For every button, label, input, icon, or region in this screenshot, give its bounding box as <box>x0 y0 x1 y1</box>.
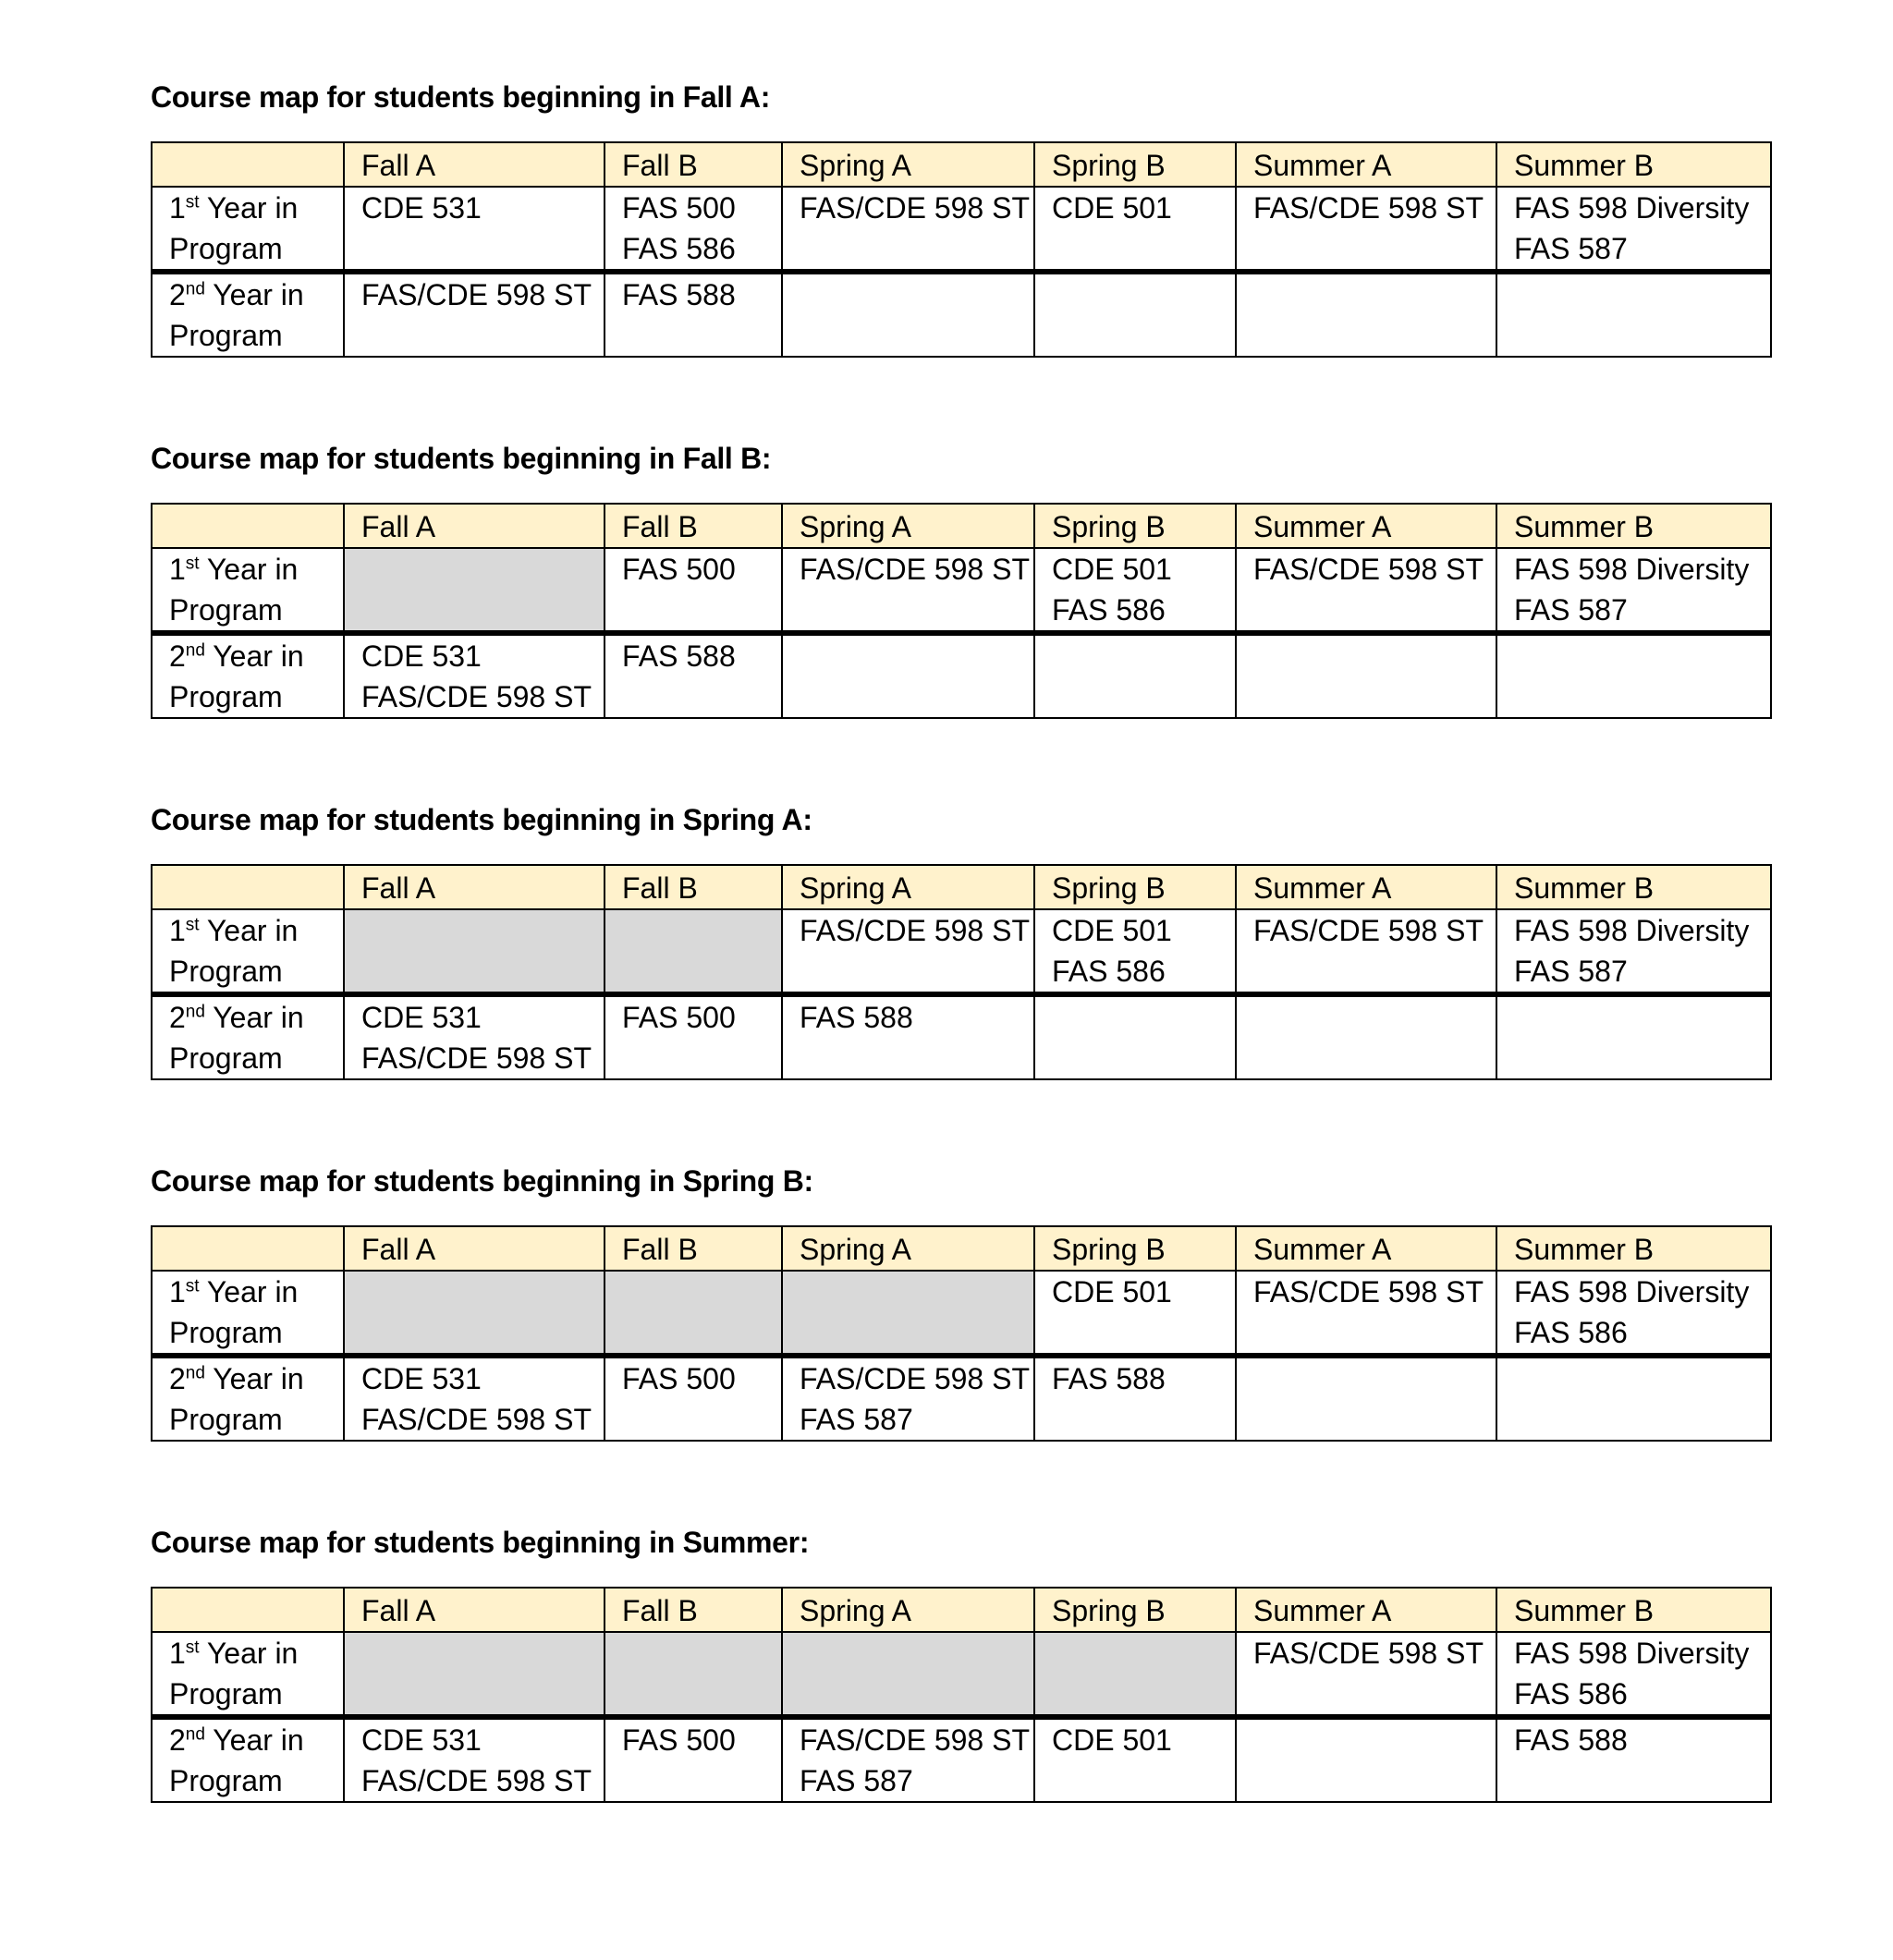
course-code: FAS 587 <box>1514 232 1628 265</box>
course-code: FAS/CDE 598 ST <box>1253 553 1484 586</box>
row-label-first-year <box>152 1632 344 1717</box>
course-cell-spring-a <box>782 909 1034 994</box>
table-row <box>152 994 1771 1079</box>
course-code: FAS/CDE 598 ST <box>361 1764 592 1797</box>
row-label-line <box>169 274 337 315</box>
header-cell-summer-b: Summer B <box>1496 1588 1771 1632</box>
course-map-section <box>151 1163 1770 1442</box>
header-cell-spring-b: Spring B <box>1034 504 1236 548</box>
course-cell-spring-b <box>1034 994 1236 1079</box>
course-code: FAS/CDE 598 ST <box>800 1362 1030 1395</box>
section-title: Course map for students beginning in Fall A: <box>151 80 771 114</box>
ordinal-number: 1 <box>169 191 186 225</box>
course-cell-spring-a <box>782 994 1034 1079</box>
header-cell-fall-a: Fall A <box>344 142 605 187</box>
course-cell-fall-a <box>344 548 605 633</box>
course-cell-spring-b <box>1034 272 1236 357</box>
course-code: FAS 588 <box>1514 1723 1628 1757</box>
table-row <box>152 1356 1771 1441</box>
row-label-line <box>169 910 337 951</box>
row-label-line: Program <box>169 1764 283 1797</box>
row-label-second-year <box>152 1717 344 1802</box>
header-cell-fall-b: Fall B <box>605 1588 782 1632</box>
course-cell-fall-b <box>605 548 782 633</box>
course-code: FAS/CDE 598 ST <box>1253 1275 1484 1309</box>
ordinal-suffix: st <box>185 915 200 935</box>
header-corner-cell <box>152 1588 344 1632</box>
row-label-text: Year in <box>199 553 299 586</box>
course-cell-summer-a <box>1236 1717 1496 1802</box>
header-cell-fall-b: Fall B <box>605 865 782 909</box>
row-label-line: Program <box>169 1677 283 1710</box>
ordinal-suffix: nd <box>185 1002 205 1022</box>
row-label-line: Program <box>169 680 283 713</box>
course-code: FAS 588 <box>622 278 736 311</box>
table-row <box>152 1717 1771 1802</box>
course-code: FAS 598 Diversity <box>1514 553 1750 586</box>
header-cell-spring-a: Spring A <box>782 865 1034 909</box>
course-cell-spring-b <box>1034 1632 1236 1717</box>
header-cell-summer-b: Summer B <box>1496 865 1771 909</box>
course-code: FAS/CDE 598 ST <box>361 1041 592 1075</box>
header-cell-spring-a: Spring A <box>782 142 1034 187</box>
course-code: FAS 586 <box>622 232 736 265</box>
course-cell-summer-b <box>1496 548 1771 633</box>
row-label-first-year <box>152 187 344 272</box>
row-label-text: Year in <box>199 191 299 225</box>
course-code: CDE 501 <box>1052 553 1172 586</box>
row-label-line <box>169 997 337 1038</box>
header-corner-cell <box>152 1226 344 1271</box>
header-cell-fall-b: Fall B <box>605 504 782 548</box>
row-label-text: Year in <box>204 1362 304 1395</box>
header-corner-cell <box>152 142 344 187</box>
table-row <box>152 272 1771 357</box>
header-row <box>152 142 1771 187</box>
table-row <box>152 548 1771 633</box>
header-corner-cell <box>152 504 344 548</box>
course-cell-summer-a <box>1236 909 1496 994</box>
row-label-first-year <box>152 1271 344 1356</box>
row-label-line: Program <box>169 319 283 352</box>
course-cell-fall-a <box>344 1356 605 1441</box>
course-code: CDE 531 <box>361 191 482 225</box>
ordinal-number: 2 <box>169 1723 186 1757</box>
course-code: FAS 598 Diversity <box>1514 191 1750 225</box>
ordinal-number: 2 <box>169 278 186 311</box>
course-cell-summer-b <box>1496 1271 1771 1356</box>
ordinal-number: 2 <box>169 1362 186 1395</box>
header-cell-summer-a: Summer A <box>1236 1588 1496 1632</box>
row-label-line <box>169 1358 337 1399</box>
header-cell-summer-b: Summer B <box>1496 1226 1771 1271</box>
header-cell-summer-a: Summer A <box>1236 142 1496 187</box>
course-cell-spring-a <box>782 187 1034 272</box>
header-cell-fall-a: Fall A <box>344 504 605 548</box>
course-code: FAS 588 <box>622 639 736 673</box>
course-code: FAS/CDE 598 ST <box>1253 914 1484 947</box>
course-code: CDE 531 <box>361 1362 482 1395</box>
course-cell-spring-a <box>782 1717 1034 1802</box>
course-code: CDE 501 <box>1052 1275 1172 1309</box>
course-cell-fall-a <box>344 1632 605 1717</box>
header-cell-spring-b: Spring B <box>1034 865 1236 909</box>
header-cell-spring-a: Spring A <box>782 504 1034 548</box>
course-cell-spring-b <box>1034 633 1236 718</box>
course-code: FAS/CDE 598 ST <box>800 191 1030 225</box>
ordinal-suffix: st <box>185 192 200 213</box>
section-title: Course map for students beginning in Spring A: <box>151 803 812 836</box>
table-row <box>152 909 1771 994</box>
row-label-line <box>169 1720 337 1760</box>
header-cell-fall-a: Fall A <box>344 1588 605 1632</box>
ordinal-suffix: st <box>185 554 200 574</box>
course-cell-fall-b <box>605 909 782 994</box>
document <box>151 79 1770 1885</box>
course-code: FAS 500 <box>622 1362 736 1395</box>
course-cell-fall-b <box>605 272 782 357</box>
course-cell-spring-a <box>782 548 1034 633</box>
row-label-line <box>169 549 337 590</box>
header-cell-fall-b: Fall B <box>605 1226 782 1271</box>
course-cell-fall-b <box>605 187 782 272</box>
course-code: FAS 588 <box>800 1001 913 1034</box>
course-code: FAS/CDE 598 ST <box>800 553 1030 586</box>
row-label-line <box>169 1633 337 1674</box>
course-cell-spring-a <box>782 1271 1034 1356</box>
header-row <box>152 504 1771 548</box>
course-cell-spring-b <box>1034 187 1236 272</box>
course-cell-fall-a <box>344 1717 605 1802</box>
ordinal-suffix: nd <box>185 1363 205 1383</box>
header-cell-summer-b: Summer B <box>1496 504 1771 548</box>
header-cell-fall-a: Fall A <box>344 865 605 909</box>
course-cell-summer-b <box>1496 1717 1771 1802</box>
table-row <box>152 1271 1771 1356</box>
course-code: FAS 500 <box>622 553 736 586</box>
course-cell-summer-b <box>1496 1356 1771 1441</box>
course-cell-fall-b <box>605 633 782 718</box>
course-code: CDE 501 <box>1052 191 1172 225</box>
course-code: FAS 500 <box>622 1723 736 1757</box>
row-label-line: Program <box>169 1041 283 1075</box>
row-label-text: Year in <box>199 914 299 947</box>
table-row <box>152 1632 1771 1717</box>
course-map-section <box>151 440 1770 719</box>
course-cell-spring-a <box>782 1356 1034 1441</box>
row-label-second-year <box>152 272 344 357</box>
course-map-table <box>151 1225 1772 1442</box>
course-map-table <box>151 864 1772 1080</box>
course-code: FAS 587 <box>1514 593 1628 627</box>
ordinal-suffix: st <box>185 1637 200 1658</box>
section-title: Course map for students beginning in Summer: <box>151 1526 810 1559</box>
course-cell-summer-b <box>1496 633 1771 718</box>
course-map-section <box>151 801 1770 1080</box>
section-title: Course map for students beginning in Fall B: <box>151 442 772 475</box>
header-cell-spring-a: Spring A <box>782 1588 1034 1632</box>
section-title: Course map for students beginning in Spring B: <box>151 1164 813 1198</box>
course-code: FAS 587 <box>800 1764 913 1797</box>
header-row <box>152 865 1771 909</box>
row-label-line <box>169 188 337 228</box>
header-cell-fall-b: Fall B <box>605 142 782 187</box>
course-cell-fall-a <box>344 909 605 994</box>
course-cell-fall-a <box>344 272 605 357</box>
row-label-line: Program <box>169 593 283 627</box>
row-label-first-year <box>152 548 344 633</box>
row-label-text: Year in <box>204 1001 304 1034</box>
header-row <box>152 1226 1771 1271</box>
row-label-line <box>169 1272 337 1312</box>
course-code: FAS/CDE 598 ST <box>1253 191 1484 225</box>
course-code: CDE 531 <box>361 1001 482 1034</box>
header-row <box>152 1588 1771 1632</box>
row-label-text: Year in <box>204 1723 304 1757</box>
course-code: CDE 501 <box>1052 914 1172 947</box>
ordinal-number: 2 <box>169 639 186 673</box>
ordinal-number: 1 <box>169 1637 186 1670</box>
course-code: FAS/CDE 598 ST <box>800 1723 1030 1757</box>
course-cell-fall-b <box>605 1632 782 1717</box>
ordinal-number: 1 <box>169 553 186 586</box>
row-label-line: Program <box>169 955 283 988</box>
course-map-table <box>151 141 1772 358</box>
course-map-section <box>151 1524 1770 1803</box>
course-code: FAS 598 Diversity <box>1514 1637 1750 1670</box>
course-cell-summer-a <box>1236 548 1496 633</box>
course-cell-summer-a <box>1236 272 1496 357</box>
course-cell-spring-b <box>1034 1271 1236 1356</box>
ordinal-number: 1 <box>169 914 186 947</box>
row-label-text: Year in <box>199 1637 299 1670</box>
course-cell-summer-a <box>1236 1356 1496 1441</box>
course-cell-fall-a <box>344 994 605 1079</box>
course-code: FAS 587 <box>800 1403 913 1436</box>
course-cell-fall-a <box>344 633 605 718</box>
course-cell-fall-b <box>605 1271 782 1356</box>
course-cell-fall-a <box>344 1271 605 1356</box>
course-code: FAS 598 Diversity <box>1514 914 1750 947</box>
header-cell-spring-b: Spring B <box>1034 142 1236 187</box>
course-code: FAS 598 Diversity <box>1514 1275 1750 1309</box>
row-label-second-year <box>152 1356 344 1441</box>
course-code: FAS/CDE 598 ST <box>361 1403 592 1436</box>
course-code: FAS 588 <box>1052 1362 1166 1395</box>
header-corner-cell <box>152 865 344 909</box>
course-map-section <box>151 79 1770 358</box>
course-cell-spring-a <box>782 1632 1034 1717</box>
ordinal-suffix: st <box>185 1276 200 1297</box>
course-cell-fall-b <box>605 994 782 1079</box>
course-code: CDE 531 <box>361 639 482 673</box>
course-map-table <box>151 503 1772 719</box>
table-row <box>152 633 1771 718</box>
course-code: FAS 586 <box>1514 1677 1628 1710</box>
course-cell-summer-a <box>1236 633 1496 718</box>
header-cell-spring-a: Spring A <box>782 1226 1034 1271</box>
row-label-text: Year in <box>199 1275 299 1309</box>
ordinal-number: 2 <box>169 1001 186 1034</box>
row-label-text: Year in <box>204 278 304 311</box>
header-cell-summer-a: Summer A <box>1236 865 1496 909</box>
course-code: CDE 501 <box>1052 1723 1172 1757</box>
ordinal-number: 1 <box>169 1275 186 1309</box>
course-cell-fall-b <box>605 1717 782 1802</box>
course-cell-spring-a <box>782 633 1034 718</box>
course-cell-spring-b <box>1034 909 1236 994</box>
ordinal-suffix: nd <box>185 640 205 661</box>
course-cell-spring-b <box>1034 1717 1236 1802</box>
row-label-line: Program <box>169 1403 283 1436</box>
row-label-text: Year in <box>204 639 304 673</box>
course-cell-spring-a <box>782 272 1034 357</box>
header-cell-fall-a: Fall A <box>344 1226 605 1271</box>
course-code: FAS/CDE 598 ST <box>361 278 592 311</box>
course-code: FAS/CDE 598 ST <box>1253 1637 1484 1670</box>
header-cell-spring-b: Spring B <box>1034 1226 1236 1271</box>
ordinal-suffix: nd <box>185 1724 205 1745</box>
course-code: FAS 586 <box>1514 1316 1628 1349</box>
course-cell-summer-b <box>1496 272 1771 357</box>
header-cell-spring-b: Spring B <box>1034 1588 1236 1632</box>
course-cell-summer-b <box>1496 909 1771 994</box>
course-cell-summer-a <box>1236 187 1496 272</box>
row-label-first-year <box>152 909 344 994</box>
course-code: FAS 587 <box>1514 955 1628 988</box>
course-cell-fall-a <box>344 187 605 272</box>
table-row <box>152 187 1771 272</box>
ordinal-suffix: nd <box>185 279 205 299</box>
course-cell-spring-b <box>1034 548 1236 633</box>
course-cell-summer-b <box>1496 187 1771 272</box>
course-code: FAS 586 <box>1052 593 1166 627</box>
course-code: CDE 531 <box>361 1723 482 1757</box>
course-code: FAS/CDE 598 ST <box>800 914 1030 947</box>
course-cell-fall-b <box>605 1356 782 1441</box>
header-cell-summer-b: Summer B <box>1496 142 1771 187</box>
course-map-table <box>151 1587 1772 1803</box>
course-cell-summer-a <box>1236 994 1496 1079</box>
row-label-second-year <box>152 994 344 1079</box>
row-label-line: Program <box>169 1316 283 1349</box>
course-cell-summer-b <box>1496 994 1771 1079</box>
row-label-line <box>169 636 337 676</box>
course-cell-summer-a <box>1236 1632 1496 1717</box>
course-cell-summer-a <box>1236 1271 1496 1356</box>
header-cell-summer-a: Summer A <box>1236 1226 1496 1271</box>
row-label-line: Program <box>169 232 283 265</box>
course-code: FAS/CDE 598 ST <box>361 680 592 713</box>
row-label-second-year <box>152 633 344 718</box>
course-code: FAS 586 <box>1052 955 1166 988</box>
course-code: FAS 500 <box>622 191 736 225</box>
course-code: FAS 500 <box>622 1001 736 1034</box>
course-cell-summer-b <box>1496 1632 1771 1717</box>
header-cell-summer-a: Summer A <box>1236 504 1496 548</box>
course-cell-spring-b <box>1034 1356 1236 1441</box>
